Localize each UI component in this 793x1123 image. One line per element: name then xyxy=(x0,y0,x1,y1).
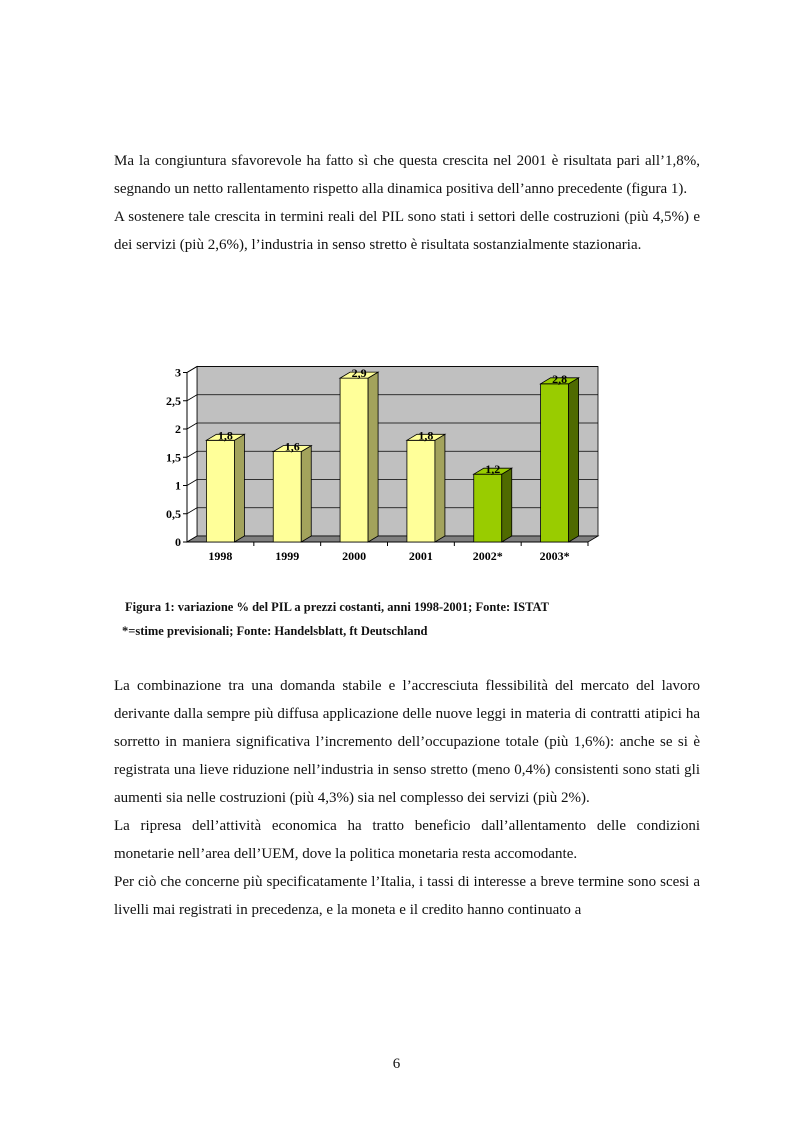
y-tick-label: 0,5 xyxy=(166,506,181,521)
y-tick-label: 0 xyxy=(175,535,181,549)
bar xyxy=(474,468,512,542)
plot-floor xyxy=(187,536,598,542)
bar-value-label: 1,6 xyxy=(284,439,300,454)
x-tick-label: 1999 xyxy=(275,549,300,563)
bar-front xyxy=(273,452,301,542)
paragraph: Ma la congiuntura sfavorevole ha fatto sì che questa crescita nel 2001 è risultata pari all’1,8%, segnando un netto rallentamento rispetto alla dinamica positiva dell’anno precedente (figura 1). xyxy=(114,153,700,197)
bar-value-label: 1,8 xyxy=(418,428,434,443)
figure-caption-note: *=stime previsionali; Fonte: Handelsblatt, ft Deutschland xyxy=(122,624,428,638)
bar-front xyxy=(474,474,502,542)
bar-value-label: 1,2 xyxy=(485,462,501,477)
bar-side xyxy=(234,434,244,542)
x-tick-label: 2001 xyxy=(408,549,433,563)
page-number: 6 xyxy=(392,1056,401,1072)
figure-caption: Figura 1: variazione % del PIL a prezzi costanti, anni 1998-2001; Fonte: ISTAT xyxy=(125,600,549,614)
bar-front xyxy=(206,440,234,542)
y-tick-label: 1,5 xyxy=(166,450,181,465)
bar-front xyxy=(407,440,435,542)
bar-value-label: 2,8 xyxy=(552,371,568,386)
paragraphs-top xyxy=(114,147,700,259)
bar xyxy=(340,372,378,542)
chart-plot-area xyxy=(187,367,598,543)
bar-side xyxy=(301,446,311,542)
bar xyxy=(206,434,244,542)
bar xyxy=(541,378,579,542)
x-tick-label: 2002* xyxy=(472,549,503,563)
bar-front xyxy=(541,384,569,542)
x-tick-label: 1998 xyxy=(208,549,233,563)
paragraph: A sostenere tale crescita in termini reali del PIL sono stati i settori delle costruzioni (più 4,5%) e dei servizi (più 2,6%), l’industria in senso stretto è risultata sostanzialmente stazionaria. xyxy=(114,209,700,253)
bar-value-label: 2,9 xyxy=(351,366,367,381)
bar-front xyxy=(340,378,368,542)
y-tick-label: 1 xyxy=(175,478,181,493)
paragraph: Per ciò che concerne più specificatamente l’Italia, i tassi di interesse a breve termine sono scesi a livelli mai registrati in precedenza, e la moneta e il credito hanno continuato a xyxy=(114,874,700,918)
x-tick-label: 2003* xyxy=(539,549,570,563)
y-tick-label: 3 xyxy=(175,365,181,380)
bar-side xyxy=(368,372,378,542)
paragraph: La ripresa dell’attività economica ha tratto beneficio dall’allentamento delle condizioni monetarie nell’area dell’UEM, dove la politica monetaria resta accomodante. xyxy=(114,818,700,862)
gdp-bar-chart xyxy=(150,355,620,580)
y-tick-label: 2,5 xyxy=(166,393,181,408)
bar-side xyxy=(435,434,445,542)
paragraphs-bottom xyxy=(114,672,700,924)
bar-side xyxy=(569,378,579,542)
bar-side xyxy=(502,468,512,542)
x-tick-label: 2000 xyxy=(342,549,367,563)
bar xyxy=(407,434,445,542)
bar-value-label: 1,8 xyxy=(217,428,233,443)
bar xyxy=(273,446,311,542)
y-tick-label: 2 xyxy=(175,422,181,436)
paragraph: La combinazione tra una domanda stabile e l’accresciuta flessibilità del mercato del lavoro derivante dalla sempre più diffusa applicazione delle nuove leggi in materia di contratti atipici ha sorretto in maniera significativa l’incremento dell’occupazione totale (più 1,6%): anche se si è registrata una lieve riduzione nell’industria in senso stretto (meno 0,4%) consistenti sono stati gli aumenti sia nelle costruzioni (più 4,3%) sia nel complesso dei servizi (più 2%). xyxy=(114,678,700,806)
